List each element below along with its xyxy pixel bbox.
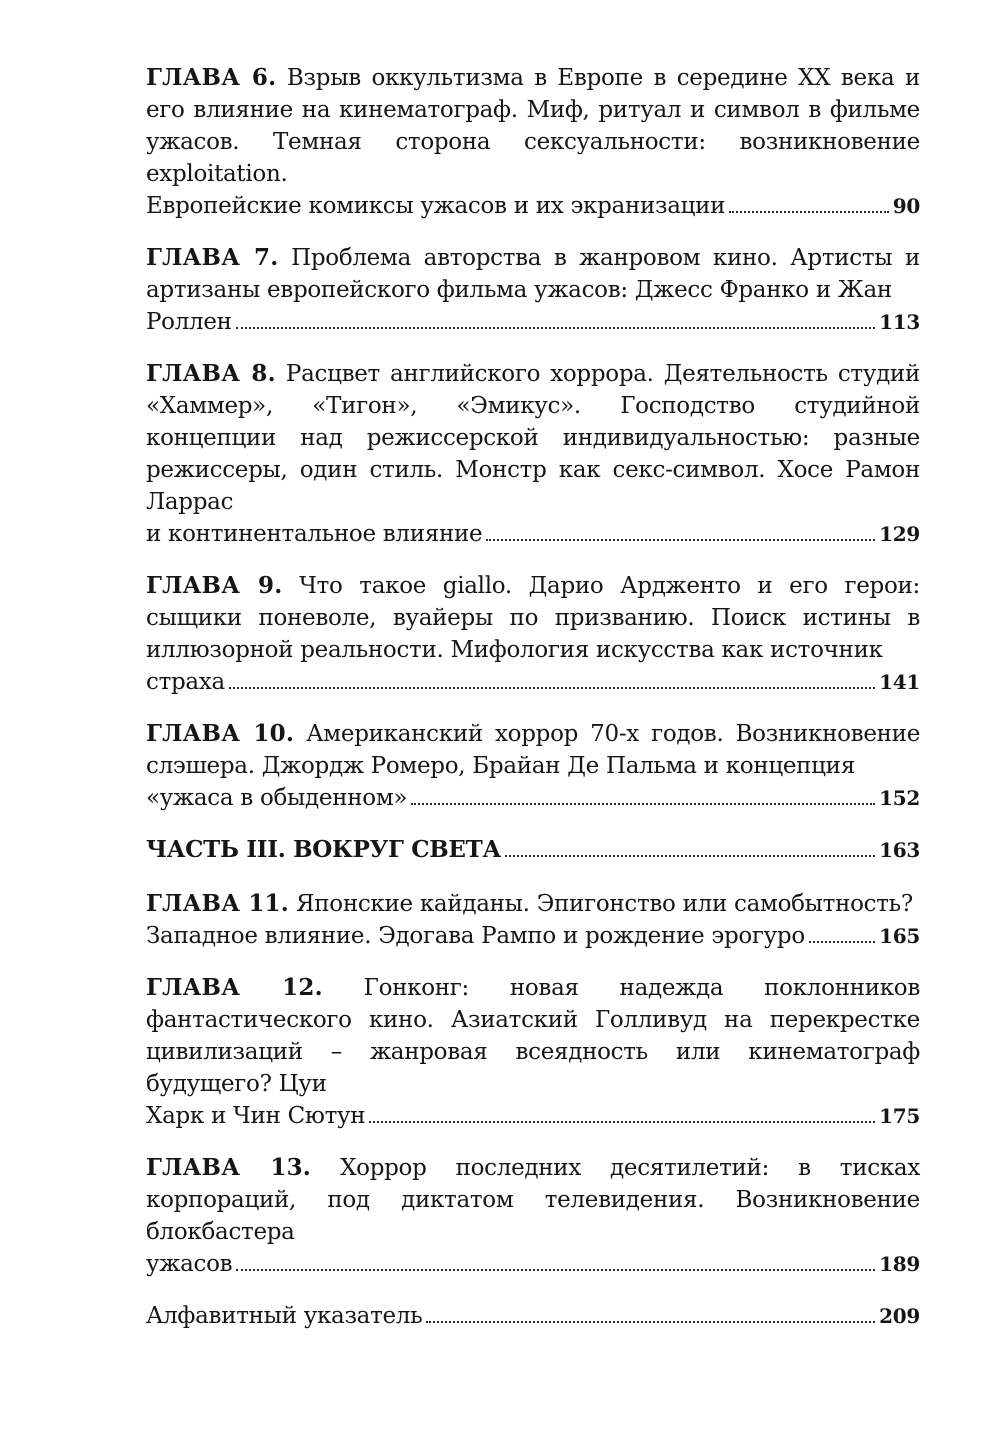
chapter-title-last-line — [146, 518, 920, 550]
dot-leader — [729, 211, 889, 213]
chapter-title-last-line — [146, 920, 920, 952]
dot-leader — [505, 855, 875, 857]
chapter-label: ГЛАВА 6. — [146, 64, 277, 91]
chapter-title: Американский хоррор 70-х годов. Возникновение слэшера. Джордж Ромеро, Брайан Де Пальма и концепция — [146, 721, 920, 779]
chapter-label: ГЛАВА 11. — [146, 890, 289, 917]
chapter-label: ГЛАВА 10. — [146, 720, 295, 747]
toc-entry-chapter-9 — [146, 570, 920, 698]
chapter-title: Что такое giallo. Дарио Ардженто и его герои: сыщики поневоле, вуайеры по призванию. Поиск истины в иллюзорной реальности. Мифология искусства как источник — [146, 573, 920, 663]
index-title: Алфавитный указатель — [146, 1303, 423, 1329]
toc-entry-chapter-10 — [146, 718, 920, 814]
page-number: 113 — [879, 310, 920, 334]
table-of-contents — [146, 62, 920, 1352]
chapter-label: ГЛАВА 9. — [146, 572, 283, 599]
chapter-title: Гонконг: новая надежда поклонников фантастического кино. Азиатский Голливуд на перекрестке цивилизаций – жанровая всеядность или кинематограф будущего? Цуи — [146, 975, 920, 1097]
chapter-title-last-line — [146, 190, 920, 222]
chapter-title-last-line — [146, 306, 920, 338]
page-number: 129 — [879, 522, 920, 546]
dot-leader — [236, 327, 875, 329]
page-number: 163 — [879, 838, 920, 862]
chapter-label: ГЛАВА 13. — [146, 1154, 312, 1181]
chapter-title: Проблема авторства в жанровом кино. Артисты и артизаны европейского фильма ужасов: Джесс Франко и Жан — [146, 245, 920, 303]
toc-entry-chapter-12 — [146, 972, 920, 1132]
chapter-title-end: Харк и Чин Сютун — [146, 1103, 366, 1129]
chapter-title-end: «ужаса в обыденном» — [146, 785, 408, 811]
toc-entry-chapter-11 — [146, 888, 920, 952]
chapter-label: ГЛАВА 7. — [146, 244, 279, 271]
page-number: 141 — [879, 670, 920, 694]
toc-entry-index — [146, 1300, 920, 1332]
page-number: 175 — [879, 1104, 920, 1128]
dot-leader — [236, 1269, 875, 1271]
dot-leader — [809, 941, 875, 943]
dot-leader — [369, 1121, 875, 1123]
chapter-title-end: Европейские комиксы ужасов и их экранизации — [146, 193, 726, 219]
part-title: ЧАСТЬ III. ВОКРУГ СВЕТА — [146, 836, 501, 863]
chapter-label: ГЛАВА 8. — [146, 360, 276, 387]
chapter-title-end: и континентальное влияние — [146, 521, 483, 547]
chapter-title-end: ужасов — [146, 1251, 233, 1277]
chapter-title: Японские кайданы. Эпигонство или самобытность? — [295, 891, 913, 917]
dot-leader — [411, 803, 875, 805]
chapter-title-last-line — [146, 782, 920, 814]
chapter-title-end: Западное влияние. Эдогава Рампо и рождение эрогуро — [146, 923, 805, 949]
chapter-title: Хоррор последних десятилетий: в тисках корпораций, под диктатом телевидения. Возникновение блокбастера — [146, 1155, 921, 1245]
chapter-title-last-line — [146, 666, 920, 698]
dot-leader — [486, 539, 875, 541]
chapter-title-last-line — [146, 1100, 920, 1132]
chapter-label: ГЛАВА 12. — [146, 974, 323, 1001]
index-line — [146, 1300, 920, 1332]
chapter-title-end: Роллен — [146, 309, 232, 335]
toc-entry-chapter-6 — [146, 62, 920, 222]
chapter-title-last-line — [146, 1248, 920, 1280]
toc-entry-chapter-13 — [146, 1152, 920, 1280]
part-line — [146, 834, 920, 866]
page-number: 189 — [879, 1252, 920, 1276]
chapter-title-end: страха — [146, 669, 225, 695]
chapter-title: Расцвет английского хоррора. Деятельность студий «Хаммер», «Тигон», «Эмикус». Господство студийной концепции над режиссерской индивидуальностью: разные режиссеры, один стиль. Монстр как секс-символ. Хосе Рамон Ларрас — [146, 361, 920, 515]
page-number: 165 — [879, 924, 920, 948]
page-number: 209 — [879, 1304, 920, 1328]
toc-entry-chapter-8 — [146, 358, 920, 550]
page-number: 152 — [879, 786, 920, 810]
dot-leader — [229, 687, 875, 689]
toc-entry-chapter-7 — [146, 242, 920, 338]
dot-leader — [426, 1321, 875, 1323]
chapter-title: Взрыв оккультизма в Европе в середине XX века и его влияние на кинематограф. Миф, ритуал и символ в фильме ужасов. Темная сторона сексуальности: возникновение exploitation. — [146, 65, 920, 187]
toc-entry-part-3 — [146, 834, 920, 866]
page-number: 90 — [892, 194, 920, 218]
